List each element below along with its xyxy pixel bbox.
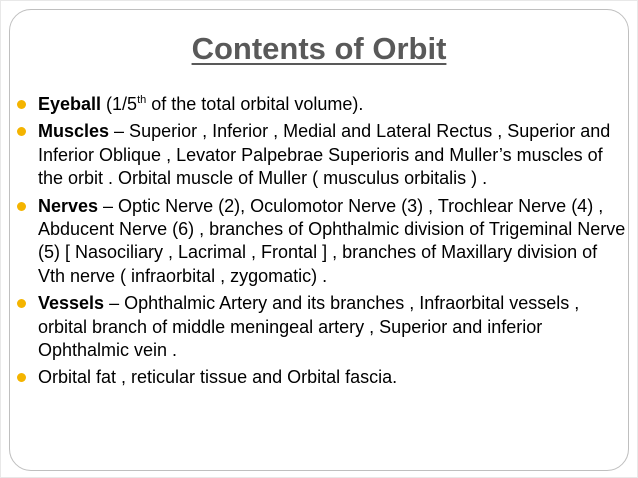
bullet-dot-icon <box>17 373 26 382</box>
bullet-term: Eyeball <box>38 94 102 114</box>
bullet-dot-icon <box>17 299 26 308</box>
bullet-item-muscles <box>15 120 627 190</box>
bullet-text: – Optic Nerve (2), Oculomotor Nerve (3) , Trochlear Nerve (4) , Abducent Nerve (6) , branches of Ophthalmic division of Trigeminal Nerve (5) [ Nasociliary , Lacrimal , Frontal ] , branches of Maxillary division of Vth nerve ( infraorbital , zygomatic) . <box>38 195 626 286</box>
bullet-item-nerves <box>15 195 627 289</box>
bullet-text: – Superior , Inferior , Medial and Lateral Rectus , Superior and Inferior Oblique , Levator Palpebrae Superioris and Muller’s muscles of the orbit . Orbital muscle of Muller ( musculus orbitalis ) . <box>38 121 611 189</box>
bullet-item-vessels <box>15 292 627 362</box>
bullet-text: Orbital fat , reticular tissue and Orbital fascia. <box>38 367 398 388</box>
bullet-list <box>15 93 627 394</box>
bullet-term: Muscles <box>38 121 110 142</box>
slide-title: Contents of Orbit <box>191 31 447 66</box>
bullet-dot-icon <box>17 127 26 136</box>
bullet-text: (1/5 <box>101 94 138 114</box>
bullet-text: of the total orbital volume). <box>146 94 364 114</box>
bullet-dot-icon <box>17 202 26 211</box>
bullet-item-eyeball <box>15 93 627 116</box>
bullet-dot-icon <box>17 100 26 109</box>
bullet-item-orbital-fat <box>15 366 627 389</box>
bullet-term: Nerves <box>38 195 99 216</box>
superscript: th <box>137 94 147 106</box>
bullet-text: – Ophthalmic Artery and its branches , Infraorbital vessels , orbital branch of middle meningeal artery , Superior and inferior Ophthalmic vein . <box>38 293 580 361</box>
bullet-term: Vessels <box>38 293 105 314</box>
